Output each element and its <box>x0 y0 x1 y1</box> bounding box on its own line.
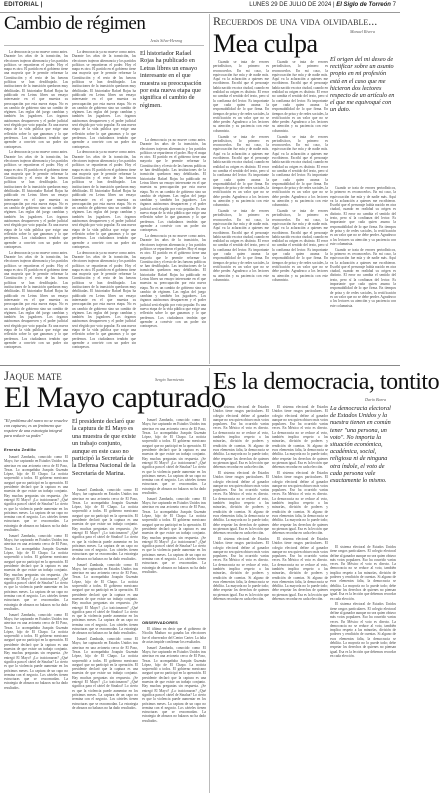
lower-right-body-col3: El sistema electoral de Estados Unidos tiene rasgos particulares. El colegio electoral define al ganador aunque no sea quien obtuvo más votos populares. Eso ha ocurrido varias veces. En México el voto es directo. La democracia no se reduce al voto, también implica respeto a las minorías, división de poderes y rendición de cuentas. Si alguno de esos elementos falta, la democracia se debilita. La mayoría no lo puede todo; debe respetar los derechos de quienes no piensan igual. Esa es la lección que debemos recordar en cada elección. El sistema electoral de Estados Unidos tiene rasgos particulares. El colegio electoral define al ganador aunque no sea quien obtuvo más votos populares. Eso ha ocurrido varias veces. En México el voto es directo. La democracia no se reduce al voto, también implica respeto a las minorías, división de poderes y rendición de cuentas. Si alguno de esos elementos falta, la democracia se debilita. La mayoría no lo puede todo; debe respetar los derechos de quienes no piensan igual. Esa es la lección que debemos recordar en cada elección. <box>330 545 396 658</box>
editorial-byline: Jesús Silva-Herzog <box>150 38 183 43</box>
lower-right-byline: Darío Barra <box>365 397 387 402</box>
quote-source: Ernesto Zedillo <box>4 447 36 452</box>
column-divider-lower <box>209 368 210 793</box>
lower-right-body-col2: El sistema electoral de Estados Unidos tiene rasgos particulares. El colegio electoral define al ganador aunque no sea quien obtuvo más votos populares. Eso ha ocurrido varias veces. En México el voto es directo. La democracia no se reduce al voto, también implica respeto a las minorías, división de poderes y rendición de cuentas. Si alguno de esos elementos falta, la democracia se debilita. La mayoría no lo puede todo; debe respetar los derechos de quienes no piensan igual. Esa es la lección que debemos recordar en cada elección. El sistema electoral de Estados Unidos tiene rasgos particulares. El colegio electoral define al ganador aunque no sea quien obtuvo más votos populares. Eso ha ocurrido varias veces. En México el voto es directo. La democracia no se reduce al voto, también implica respeto a las minorías, división de poderes y rendición de cuentas. Si alguno de esos elementos falta, la democracia se debilita. La mayoría no lo puede todo; debe respetar los derechos de quienes no piensan igual. Esa es la lección que debemos recordar en cada elección. El sistema electoral de Estados Unidos tiene rasgos particulares. El colegio electoral define al ganador aunque no sea quien obtuvo más votos populares. Eso ha ocurrido varias veces. En México el voto es directo. La democracia no se reduce al voto, también implica respeto a las minorías, división de poderes y rendición de cuentas. Si alguno de esos elementos falta, la democracia se debilita. La mayoría no lo puede todo; debe respetar los derechos de quienes no piensan igual. Esa es la lección que debemos recordar en cada elección. <box>272 405 328 602</box>
lower-byline: Sergio Sarmiento <box>155 377 185 382</box>
lower-body-col1: Ismael Zambada, conocido como El Mayo, fue capturado en Estados Unidos tras aterrizar en una avioneta cerca de El Paso, Texas. Lo acompañaba Joaquín Guzmán López, hijo de El Chapo. La noticia sorprendió a todos. El gobierno mexicano aseguró que no participó en la operación. El presidente declaró que la captura es una muestra de que existe un trabajo conjunto. Hay muchas preguntas sin respuesta. ¿Se entregó El Mayo? ¿Lo traicionaron? ¿Qué significa para el cártel de Sinaloa? Lo cierto es que la violencia puede aumentar en los próximos meses. La captura de un capo no termina con el negocio. Los cárteles tienen estructuras que se reacomodan. La estrategia de abrazos no balazos no ha dado resultados. Ismael Zambada, conocido como El Mayo, fue capturado en Estados Unidos tras aterrizar en una avioneta cerca de El Paso, Texas. Lo acompañaba Joaquín Guzmán López, hijo de El Chapo. La noticia sorprendió a todos. El gobierno mexicano aseguró que no participó en la operación. El presidente declaró que la captura es una muestra de que existe un trabajo conjunto. Hay muchas preguntas sin respuesta. ¿Se entregó El Mayo? ¿Lo traicionaron? ¿Qué significa para el cártel de Sinaloa? Lo cierto es que la violencia puede aumentar en los próximos meses. La captura de un capo no termina con el negocio. Los cárteles tienen estructuras que se reacomodan. La estrategia de abrazos no balazos no ha dado resultados. Ismael Zambada, conocido como El Mayo, fue capturado en Estados Unidos tras aterrizar en una avioneta cerca de El Paso, Texas. Lo acompañaba Joaquín Guzmán López, hijo de El Chapo. La noticia sorprendió a todos. El gobierno mexicano aseguró que no participó en la operación. El presidente declaró que la captura es una muestra de que existe un trabajo conjunto. Hay muchas preguntas sin respuesta. ¿Se entregó El Mayo? ¿Lo traicionaron? ¿Qué significa para el cártel de Sinaloa? Lo cierto es que la violencia puede aumentar en los próximos meses. La captura de un capo no termina con el negocio. Los cárteles tienen estructuras que se reacomodan. La estrategia de abrazos no balazos no ha dado resultados. <box>4 455 68 690</box>
column-title: Mea culpa <box>213 29 318 58</box>
editorial-body-col1: La democracia ya no mueve como antes. Durante los años de la transición, las elecciones trajeron alternancia y los partidos políticos se repartieron el poder. Hoy el mapa es otro. El partido en el gobierno tiene una mayoría que le permite reformar la Constitución y el resto de las fuerzas políticas se han desdibujado. Las instituciones de la transición quedaron muy debilitadas. El historiador Rafael Rojas ha publicado en Letras libres un ensayo interesante en el que muestra su preocupación por esta nueva etapa. No es un cambio de gobierno sino un cambio de régimen. Las reglas del juego cambian y también los jugadores. Los órganos autónomos desaparecen y el poder judicial será elegido por voto popular. Es una nueva etapa de la vida pública que exige una reflexión sobre lo que ganamos y lo que perdemos. Los ciudadanos tendrán que aprender a convivir con un poder sin contrapesos. La democracia ya no mueve como antes. Durante los años de la transición, las elecciones trajeron alternancia y los partidos políticos se repartieron el poder. Hoy el mapa es otro. El partido en el gobierno tiene una mayoría que le permite reformar la Constitución y el resto de las fuerzas políticas se han desdibujado. Las instituciones de la transición quedaron muy debilitadas. El historiador Rafael Rojas ha publicado en Letras libres un ensayo interesante en el que muestra su preocupación por esta nueva etapa. No es un cambio de gobierno sino un cambio de régimen. Las reglas del juego cambian y también los jugadores. Los órganos autónomos desaparecen y el poder judicial será elegido por voto popular. Es una nueva etapa de la vida pública que exige una reflexión sobre lo que ganamos y lo que perdemos. Los ciudadanos tendrán que aprender a convivir con un poder sin contrapesos. La democracia ya no mueve como antes. Durante los años de la transición, las elecciones trajeron alternancia y los partidos políticos se repartieron el poder. Hoy el mapa es otro. El partido en el gobierno tiene una mayoría que le permite reformar la Constitución y el resto de las fuerzas políticas se han desdibujado. Las instituciones de la transición quedaron muy debilitadas. El historiador Rafael Rojas ha publicado en Letras libres un ensayo interesante en el que muestra su preocupación por esta nueva etapa. No es un cambio de gobierno sino un cambio de régimen. Las reglas del juego cambian y también los jugadores. Los órganos autónomos desaparecen y el poder judicial será elegido por voto popular. Es una nueva etapa de la vida pública que exige una reflexión sobre lo que ganamos y lo que perdemos. Los ciudadanos tendrán que aprender a convivir con un poder sin contrapesos. <box>4 50 68 350</box>
observadores-body: El último en decir que el gobierno de Nicolás Maduro no ganaba las elecciones fue el observador del Centro Carter. La falta de actas impide confirmar los resultados. Ismael Zambada, conocido como El Mayo, fue capturado en Estados Unidos tras aterrizar en una avioneta cerca de El Paso, Texas. Lo acompañaba Joaquín Guzmán López, hijo de El Chapo. La noticia sorprendió a todos. El gobierno mexicano aseguró que no participó en la operación. El presidente declaró que la captura es una muestra de que existe un trabajo conjunto. Hay muchas preguntas sin respuesta. ¿Se entregó El Mayo? ¿Lo traicionaron? ¿Qué significa para el cártel de Sinaloa? Lo cierto es que la violencia puede aumentar en los próximos meses. La captura de un capo no termina con el negocio. Los cárteles tienen estructuras que se reacomodan. La estrategia de abrazos no balazos no ha dado resultados. <box>142 627 206 723</box>
lower-kicker: Jaque mate <box>4 368 62 383</box>
lower-right-title: Es la democracia, tontito <box>213 369 439 395</box>
lower-title: El Mayo capturado <box>4 381 226 414</box>
column-body-col2: Cuando se trata de errores periodísticos, lo primero es reconocerlos. En mi caso, la equivocación fue mía y de nadie más. Aquí va la aclaración a quienes me escribieron. Escribí que el personaje había nacido en otra ciudad, cuando en realidad su origen es distinto. El error no cambia el sentido del texto, pero sí la confianza del lector. Es importante que cada quien asuma la responsabilidad de lo que firma. En tiempos de prisa y de redes sociales, la rectificación es un valor que no se debe perder. Agradezco a los lectores su atención y su paciencia con este columnista. Cuando se trata de errores periodísticos, lo primero es reconocerlos. En mi caso, la equivocación fue mía y de nadie más. Aquí va la aclaración a quienes me escribieron. Escribí que el personaje había nacido en otra ciudad, cuando en realidad su origen es distinto. El error no cambia el sentido del texto, pero sí la confianza del lector. Es importante que cada quien asuma la responsabilidad de lo que firma. En tiempos de prisa y de redes sociales, la rectificación es un valor que no se debe perder. Agradezco a los lectores su atención y su paciencia con este columnista. Cuando se trata de errores periodísticos, lo primero es reconocerlos. En mi caso, la equivocación fue mía y de nadie más. Aquí va la aclaración a quienes me escribieron. Escribí que el personaje había nacido en otra ciudad, cuando en realidad su origen es distinto. El error no cambia el sentido del texto, pero sí la confianza del lector. Es importante que cada quien asuma la responsabilidad de lo que firma. En tiempos de prisa y de redes sociales, la rectificación es un valor que no se debe perder. Agradezco a los lectores su atención y su paciencia con este columnista. <box>272 60 328 282</box>
editorial-title: Cambio de régimen <box>4 13 146 34</box>
column-body-col3: Cuando se trata de errores periodísticos, lo primero es reconocerlos. En mi caso, la equivocación fue mía y de nadie más. Aquí va la aclaración a quienes me escribieron. Escribí que el personaje había nacido en otra ciudad, cuando en realidad su origen es distinto. El error no cambia el sentido del texto, pero sí la confianza del lector. Es importante que cada quien asuma la responsabilidad de lo que firma. En tiempos de prisa y de redes sociales, la rectificación es un valor que no se debe perder. Agradezco a los lectores su atención y su paciencia con este columnista. Cuando se trata de errores periodísticos, lo primero es reconocerlos. En mi caso, la equivocación fue mía y de nadie más. Aquí va la aclaración a quienes me escribieron. Escribí que el personaje había nacido en otra ciudad, cuando en realidad su origen es distinto. El error no cambia el sentido del texto, pero sí la confianza del lector. Es importante que cada quien asuma la responsabilidad de lo que firma. En tiempos de prisa y de redes sociales, la rectificación es un valor que no se debe perder. Agradezco a los lectores su atención y su paciencia con este columnista. <box>330 186 396 308</box>
lower-body-col3: Ismael Zambada, conocido como El Mayo, fue capturado en Estados Unidos tras aterrizar en una avioneta cerca de El Paso, Texas. Lo acompañaba Joaquín Guzmán López, hijo de El Chapo. La noticia sorprendió a todos. El gobierno mexicano aseguró que no participó en la operación. El presidente declaró que la captura es una muestra de que existe un trabajo conjunto. Hay muchas preguntas sin respuesta. ¿Se entregó El Mayo? ¿Lo traicionaron? ¿Qué significa para el cártel de Sinaloa? Lo cierto es que la violencia puede aumentar en los próximos meses. La captura de un capo no termina con el negocio. Los cárteles tienen estructuras que se reacomodan. La estrategia de abrazos no balazos no ha dado resultados. Ismael Zambada, conocido como El Mayo, fue capturado en Estados Unidos tras aterrizar en una avioneta cerca de El Paso, Texas. Lo acompañaba Joaquín Guzmán López, hijo de El Chapo. La noticia sorprendió a todos. El gobierno mexicano aseguró que no participó en la operación. El presidente declaró que la captura es una muestra de que existe un trabajo conjunto. Hay muchas preguntas sin respuesta. ¿Se entregó El Mayo? ¿Lo traicionaron? ¿Qué significa para el cártel de Sinaloa? Lo cierto es que la violencia puede aumentar en los próximos meses. La captura de un capo no termina con el negocio. Los cárteles tienen estructuras que se reacomodan. La estrategia de abrazos no balazos no ha dado resultados. <box>142 418 206 574</box>
observadores-title: OBSERVADORES <box>142 620 179 625</box>
editorial-body-col3: La democracia ya no mueve como antes. Durante los años de la transición, las elecciones trajeron alternancia y los partidos políticos se repartieron el poder. Hoy el mapa es otro. El partido en el gobierno tiene una mayoría que le permite reformar la Constitución y el resto de las fuerzas políticas se han desdibujado. Las instituciones de la transición quedaron muy debilitadas. El historiador Rafael Rojas ha publicado en Letras libres un ensayo interesante en el que muestra su preocupación por esta nueva etapa. No es un cambio de gobierno sino un cambio de régimen. Las reglas del juego cambian y también los jugadores. Los órganos autónomos desaparecen y el poder judicial será elegido por voto popular. Es una nueva etapa de la vida pública que exige una reflexión sobre lo que ganamos y lo que perdemos. Los ciudadanos tendrán que aprender a convivir con un poder sin contrapesos. La democracia ya no mueve como antes. Durante los años de la transición, las elecciones trajeron alternancia y los partidos políticos se repartieron el poder. Hoy el mapa es otro. El partido en el gobierno tiene una mayoría que le permite reformar la Constitución y el resto de las fuerzas políticas se han desdibujado. Las instituciones de la transición quedaron muy debilitadas. El historiador Rafael Rojas ha publicado en Letras libres un ensayo interesante en el que muestra su preocupación por esta nueva etapa. No es un cambio de gobierno sino un cambio de régimen. Las reglas del juego cambian y también los jugadores. Los órganos autónomos desaparecen y el poder judicial será elegido por voto popular. Es una nueva etapa de la vida pública que exige una reflexión sobre lo que ganamos y lo que perdemos. Los ciudadanos tendrán que aprender a convivir con un poder sin contrapesos. <box>140 138 206 329</box>
divider <box>4 45 204 46</box>
column-body-col1: Cuando se trata de errores periodísticos, lo primero es reconocerlos. En mi caso, la equivocación fue mía y de nadie más. Aquí va la aclaración a quienes me escribieron. Escribí que el personaje había nacido en otra ciudad, cuando en realidad su origen es distinto. El error no cambia el sentido del texto, pero sí la confianza del lector. Es importante que cada quien asuma la responsabilidad de lo que firma. En tiempos de prisa y de redes sociales, la rectificación es un valor que no se debe perder. Agradezco a los lectores su atención y su paciencia con este columnista. Cuando se trata de errores periodísticos, lo primero es reconocerlos. En mi caso, la equivocación fue mía y de nadie más. Aquí va la aclaración a quienes me escribieron. Escribí que el personaje había nacido en otra ciudad, cuando en realidad su origen es distinto. El error no cambia el sentido del texto, pero sí la confianza del lector. Es importante que cada quien asuma la responsabilidad de lo que firma. En tiempos de prisa y de redes sociales, la rectificación es un valor que no se debe perder. Agradezco a los lectores su atención y su paciencia con este columnista. Cuando se trata de errores periodísticos, lo primero es reconocerlos. En mi caso, la equivocación fue mía y de nadie más. Aquí va la aclaración a quienes me escribieron. Escribí que el personaje había nacido en otra ciudad, cuando en realidad su origen es distinto. El error no cambia el sentido del texto, pero sí la confianza del lector. Es importante que cada quien asuma la responsabilidad de lo que firma. En tiempos de prisa y de redes sociales, la rectificación es un valor que no se debe perder. Agradezco a los lectores su atención y su paciencia con este columnista. <box>213 60 269 282</box>
lower-body-col2: Ismael Zambada, conocido como El Mayo, fue capturado en Estados Unidos tras aterrizar en una avioneta cerca de El Paso, Texas. Lo acompañaba Joaquín Guzmán López, hijo de El Chapo. La noticia sorprendió a todos. El gobierno mexicano aseguró que no participó en la operación. El presidente declaró que la captura es una muestra de que existe un trabajo conjunto. Hay muchas preguntas sin respuesta. ¿Se entregó El Mayo? ¿Lo traicionaron? ¿Qué significa para el cártel de Sinaloa? Lo cierto es que la violencia puede aumentar en los próximos meses. La captura de un capo no termina con el negocio. Los cárteles tienen estructuras que se reacomodan. La estrategia de abrazos no balazos no ha dado resultados. Ismael Zambada, conocido como El Mayo, fue capturado en Estados Unidos tras aterrizar en una avioneta cerca de El Paso, Texas. Lo acompañaba Joaquín Guzmán López, hijo de El Chapo. La noticia sorprendió a todos. El gobierno mexicano aseguró que no participó en la operación. El presidente declaró que la captura es una muestra de que existe un trabajo conjunto. Hay muchas preguntas sin respuesta. ¿Se entregó El Mayo? ¿Lo traicionaron? ¿Qué significa para el cártel de Sinaloa? Lo cierto es que la violencia puede aumentar en los próximos meses. La captura de un capo no termina con el negocio. Los cárteles tienen estructuras que se reacomodan. La estrategia de abrazos no balazos no ha dado resultados. Ismael Zambada, conocido como El Mayo, fue capturado en Estados Unidos tras aterrizar en una avioneta cerca de El Paso, Texas. Lo acompañaba Joaquín Guzmán López, hijo de El Chapo. La noticia sorprendió a todos. El gobierno mexicano aseguró que no participó en la operación. El presidente declaró que la captura es una muestra de que existe un trabajo conjunto. Hay muchas preguntas sin respuesta. ¿Se entregó El Mayo? ¿Lo traicionaron? ¿Qué significa para el cártel de Sinaloa? Lo cierto es que la violencia puede aumentar en los próximos meses. La captura de un capo no termina con el negocio. Los cárteles tienen estructuras que se reacomodan. La estrategia de abrazos no balazos no ha dado resultados. <box>72 488 138 710</box>
editorial-lead: El historiador Rafael Rojas ha publicado en Letras libres un ensayo interesante en el que muestra su preocupación por esta nueva etapa que significa el cambio de régimen. <box>140 50 202 109</box>
section-label: EDITORIAL | <box>4 2 43 8</box>
lower-right-lead: La democracia electoral de Estados Unidos y la nuestra tienen en común tener "una persona, un voto". No importa la situación económica, académica, social, religiosa ni de ninguna otra índole, el voto de cada persona vale exactamente lo mismo. <box>330 405 391 485</box>
column-pull-quote: El origen del mi deseo de rectificar sobre un asunto propio en mi profesión está en el caso que me hicieron dos lectores respecto de un artículo en el que me equivoqué con un dato. <box>330 56 395 114</box>
column-kicker: Recuerdos de una vida olvidable... <box>213 14 378 28</box>
column-byline: Manuel Rivera <box>350 29 376 34</box>
column-divider <box>209 14 210 364</box>
section-divider <box>0 365 400 366</box>
editorial-body-col2: La democracia ya no mueve como antes. Durante los años de la transición, las elecciones trajeron alternancia y los partidos políticos se repartieron el poder. Hoy el mapa es otro. El partido en el gobierno tiene una mayoría que le permite reformar la Constitución y el resto de las fuerzas políticas se han desdibujado. Las instituciones de la transición quedaron muy debilitadas. El historiador Rafael Rojas ha publicado en Letras libres un ensayo interesante en el que muestra su preocupación por esta nueva etapa. No es un cambio de gobierno sino un cambio de régimen. Las reglas del juego cambian y también los jugadores. Los órganos autónomos desaparecen y el poder judicial será elegido por voto popular. Es una nueva etapa de la vida pública que exige una reflexión sobre lo que ganamos y lo que perdemos. Los ciudadanos tendrán que aprender a convivir con un poder sin contrapesos. La democracia ya no mueve como antes. Durante los años de la transición, las elecciones trajeron alternancia y los partidos políticos se repartieron el poder. Hoy el mapa es otro. El partido en el gobierno tiene una mayoría que le permite reformar la Constitución y el resto de las fuerzas políticas se han desdibujado. Las instituciones de la transición quedaron muy debilitadas. El historiador Rafael Rojas ha publicado en Letras libres un ensayo interesante en el que muestra su preocupación por esta nueva etapa. No es un cambio de gobierno sino un cambio de régimen. Las reglas del juego cambian y también los jugadores. Los órganos autónomos desaparecen y el poder judicial será elegido por voto popular. Es una nueva etapa de la vida pública que exige una reflexión sobre lo que ganamos y lo que perdemos. Los ciudadanos tendrán que aprender a convivir con un poder sin contrapesos. La democracia ya no mueve como antes. Durante los años de la transición, las elecciones trajeron alternancia y los partidos políticos se repartieron el poder. Hoy el mapa es otro. El partido en el gobierno tiene una mayoría que le permite reformar la Constitución y el resto de las fuerzas políticas se han desdibujado. Las instituciones de la transición quedaron muy debilitadas. El historiador Rafael Rojas ha publicado en Letras libres un ensayo interesante en el que muestra su preocupación por esta nueva etapa. No es un cambio de gobierno sino un cambio de régimen. Las reglas del juego cambian y también los jugadores. Los órganos autónomos desaparecen y el poder judicial será elegido por voto popular. Es una nueva etapa de la vida pública que exige una reflexión sobre lo que ganamos y lo que perdemos. Los ciudadanos tendrán que aprender a convivir con un poder sin contrapesos. <box>72 50 136 350</box>
lower-quote: "El problema del narco no se resuelve con capturas; es un fenómeno que requiere de una estrategia integral para reducir su poder." <box>4 418 68 438</box>
lower-right-body-col1: El sistema electoral de Estados Unidos tiene rasgos particulares. El colegio electoral define al ganador aunque no sea quien obtuvo más votos populares. Eso ha ocurrido varias veces. En México el voto es directo. La democracia no se reduce al voto, también implica respeto a las minorías, división de poderes y rendición de cuentas. Si alguno de esos elementos falta, la democracia se debilita. La mayoría no lo puede todo; debe respetar los derechos de quienes no piensan igual. Esa es la lección que debemos recordar en cada elección. El sistema electoral de Estados Unidos tiene rasgos particulares. El colegio electoral define al ganador aunque no sea quien obtuvo más votos populares. Eso ha ocurrido varias veces. En México el voto es directo. La democracia no se reduce al voto, también implica respeto a las minorías, división de poderes y rendición de cuentas. Si alguno de esos elementos falta, la democracia se debilita. La mayoría no lo puede todo; debe respetar los derechos de quienes no piensan igual. Esa es la lección que debemos recordar en cada elección. El sistema electoral de Estados Unidos tiene rasgos particulares. El colegio electoral define al ganador aunque no sea quien obtuvo más votos populares. Eso ha ocurrido varias veces. En México el voto es directo. La democracia no se reduce al voto, también implica respeto a las minorías, división de poderes y rendición de cuentas. Si alguno de esos elementos falta, la democracia se debilita. La mayoría no lo puede todo; debe respetar los derechos de quienes no piensan igual. Esa es la lección que debemos recordar en cada elección. <box>213 405 269 602</box>
date-line: LUNES 29 DE JULIO DE 2024 | El Siglo de Torreón 7 <box>249 2 396 8</box>
lower-lead: El presidente declaró que la captura de El Mayo es una muestra de que existe un trabajo conjunto, aunque en este caso no participó la Secretaría de la Defensa Nacional de la Secretaría de Marina. <box>72 418 136 477</box>
page-header <box>0 0 400 13</box>
